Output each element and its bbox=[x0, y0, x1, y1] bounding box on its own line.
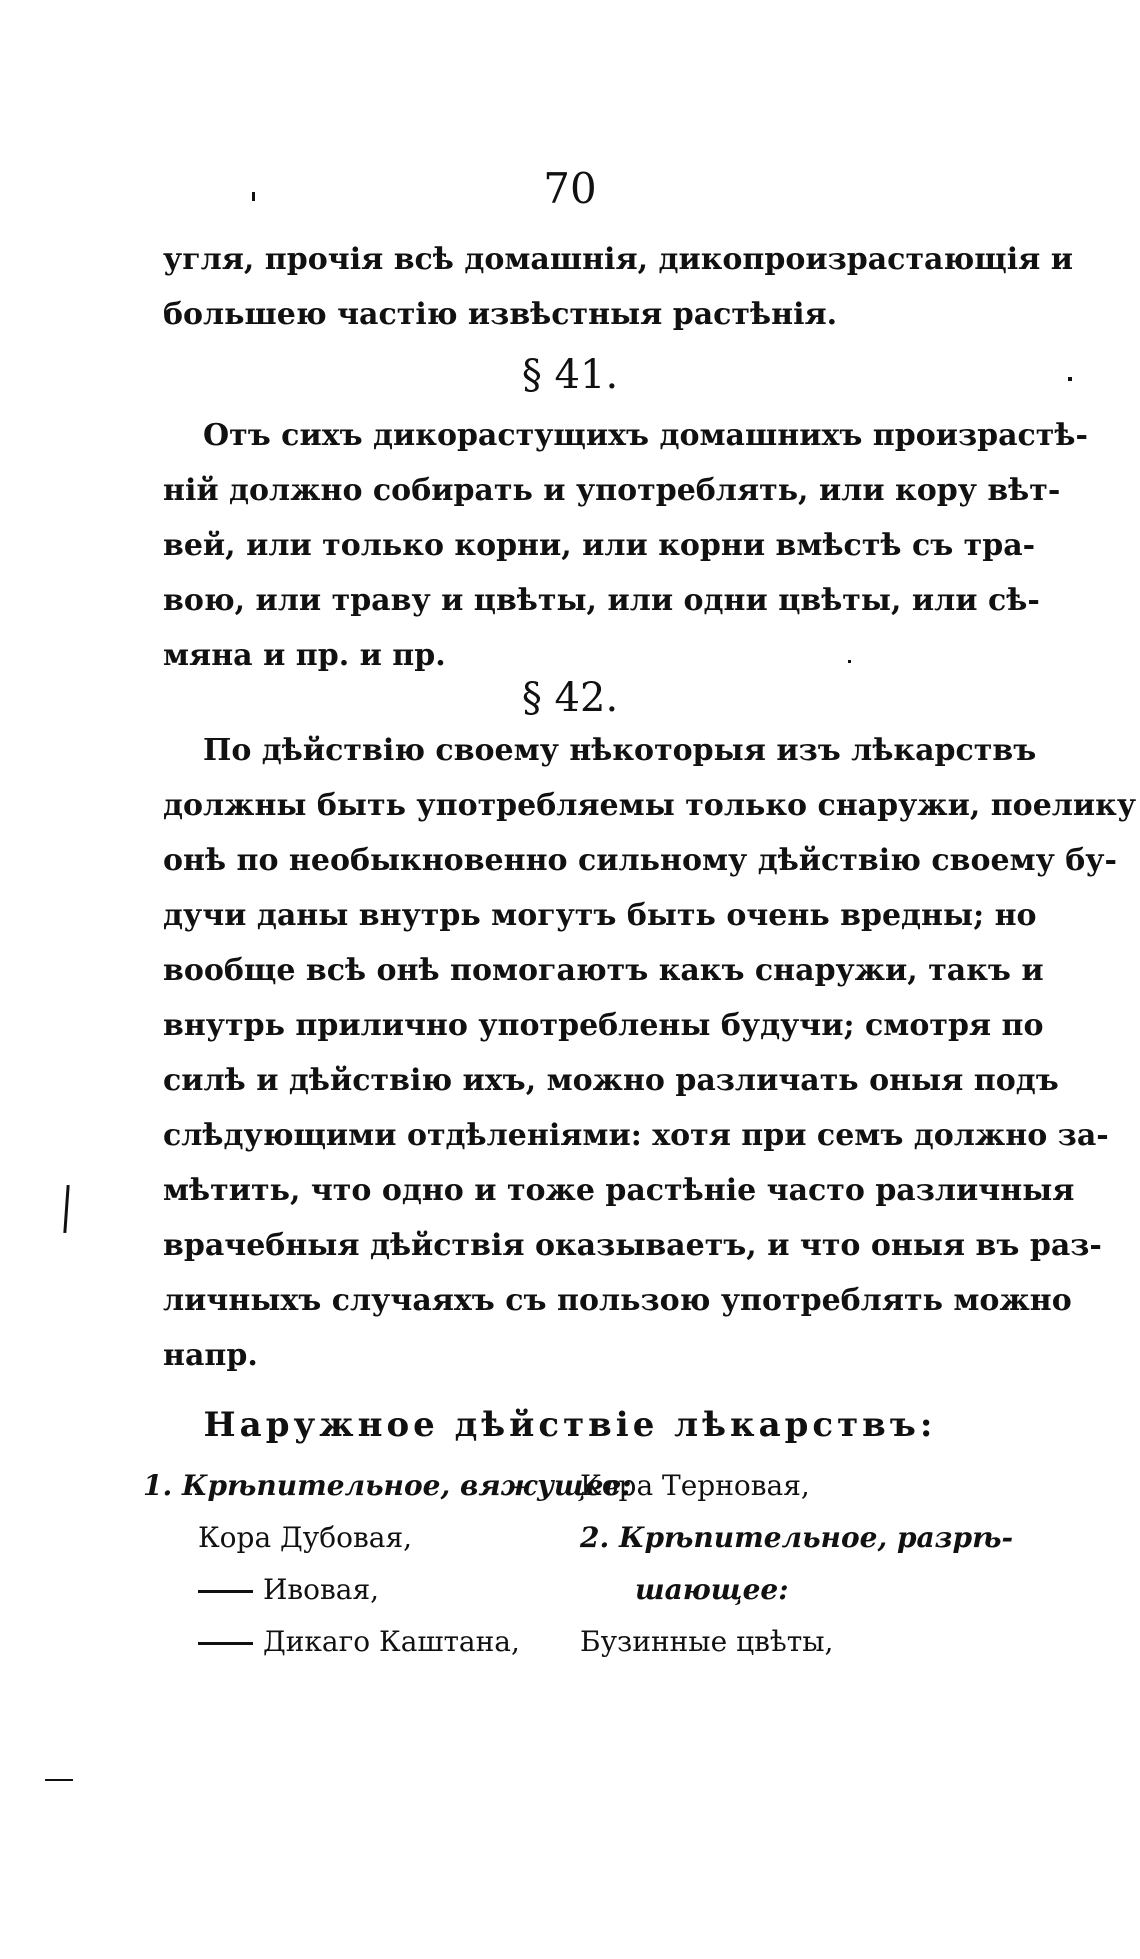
text-line: дучи даны внутрь могутъ быть очень вредны; но bbox=[163, 898, 1037, 933]
text-line: вою, или траву и цвѣты, или одни цвѣты, или сѣ- bbox=[163, 583, 1040, 618]
text-line: вей, или только корни, или корни вмѣстѣ съ тра- bbox=[163, 528, 1036, 563]
text-line: Отъ сихъ дикорастущихъ домашнихъ произрастѣ- bbox=[203, 418, 1088, 453]
text-line: напр. bbox=[163, 1338, 258, 1373]
text-line: мѣтить, что одно и тоже растѣніе часто различныя bbox=[163, 1173, 1075, 1208]
section-41-paragraph bbox=[163, 408, 1088, 683]
text-line: врачебныя дѣйствія оказываетъ, и что оныя въ раз- bbox=[163, 1228, 1102, 1263]
remedies-right-column bbox=[580, 1460, 1014, 1668]
category-label: 2. Крѣпительное, разрѣ- bbox=[580, 1521, 1014, 1554]
text-line: вообще всѣ онѣ помогаютъ какъ снаружи, такъ и bbox=[163, 953, 1044, 988]
text-line: угля, прочія всѣ домашнія, дикопроизрастающія и bbox=[163, 242, 1073, 277]
section-42-paragraph bbox=[163, 723, 1137, 1383]
remedies-table-heading: Наружное дѣйствіе лѣкарствъ: bbox=[203, 1405, 937, 1445]
intro-paragraph bbox=[163, 232, 1073, 342]
text-line: большею частію извѣстныя растѣнія. bbox=[163, 297, 838, 332]
category-label: 1. Крѣпительное, вяжущее: bbox=[143, 1469, 632, 1502]
remedy-item-ditto bbox=[143, 1564, 573, 1616]
ditto-dash bbox=[198, 1590, 253, 1593]
text-line: личныхъ случаяхъ съ пользою употреблять можно bbox=[163, 1283, 1072, 1318]
scan-mark bbox=[63, 1185, 69, 1233]
remedy-item-text: Ивовая, bbox=[263, 1573, 380, 1606]
remedy-item: Кора Терновая, bbox=[580, 1469, 810, 1502]
text-line: мяна и пр. и пр. bbox=[163, 638, 446, 673]
section-heading-41: § 41. bbox=[521, 352, 619, 398]
text-line: По дѣйствію своему нѣкоторыя изъ лѣкарствъ bbox=[203, 733, 1037, 768]
text-line: ній должно собирать и употреблять, или кору вѣт- bbox=[163, 473, 1061, 508]
text-line: онѣ по необыкновенно сильному дѣйствію своему бу- bbox=[163, 843, 1117, 878]
remedies-left-column bbox=[143, 1460, 632, 1668]
page-number: 70 bbox=[543, 164, 597, 213]
scan-mark bbox=[45, 1779, 73, 1781]
scan-speck bbox=[1068, 377, 1072, 381]
text-line: должны быть употребляемы только снаружи, поелику bbox=[163, 788, 1137, 823]
category-label-continuation: шающее: bbox=[635, 1573, 789, 1606]
scan-speck bbox=[252, 192, 255, 201]
remedy-item: Бузинные цвѣты, bbox=[580, 1625, 834, 1658]
text-line: слѣдующими отдѣленіями: хотя при семъ должно за- bbox=[163, 1118, 1109, 1153]
text-line: внутрь прилично употреблены будучи; смотря по bbox=[163, 1008, 1044, 1043]
text-line: силѣ и дѣйствію ихъ, можно различать оныя подъ bbox=[163, 1063, 1059, 1098]
section-heading-42: § 42. bbox=[521, 675, 619, 721]
remedy-item-text: Дикаго Каштана, bbox=[263, 1625, 520, 1658]
remedy-item: Кора Дубовая, bbox=[198, 1521, 413, 1554]
ditto-dash bbox=[198, 1642, 253, 1645]
remedy-item-ditto bbox=[143, 1616, 573, 1668]
scan-speck bbox=[848, 660, 851, 663]
